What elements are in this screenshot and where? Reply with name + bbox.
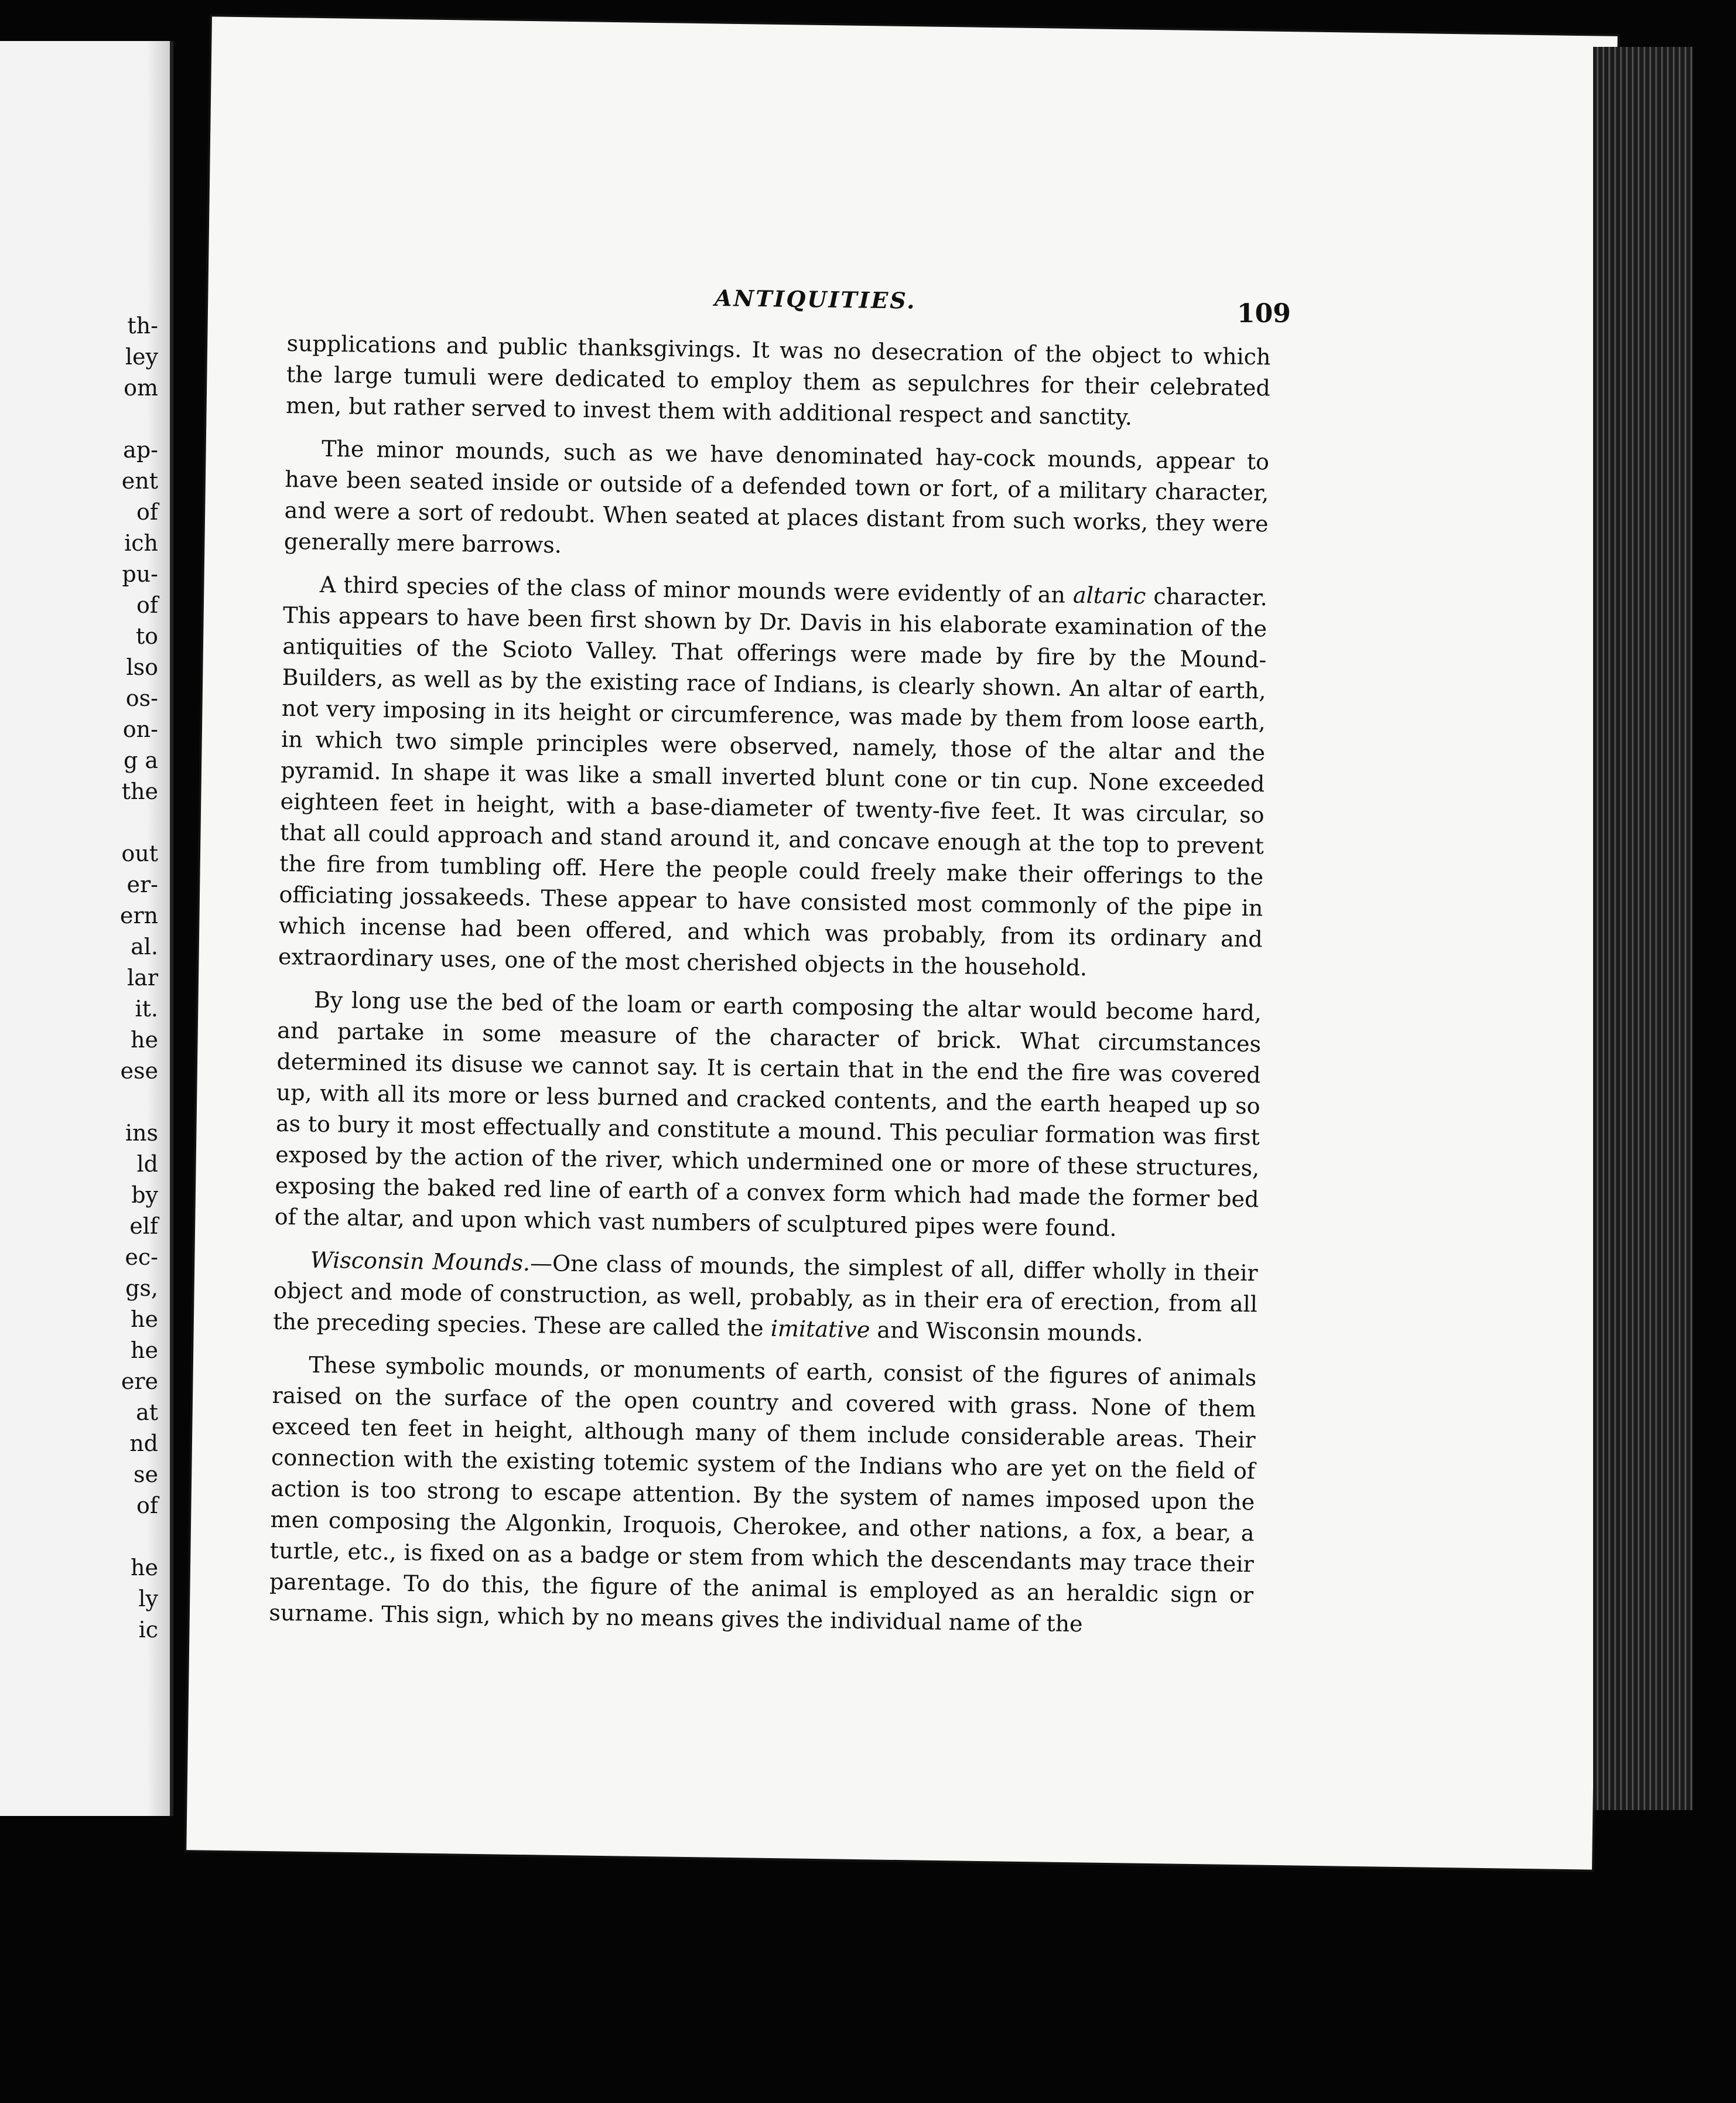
book-page-edges xyxy=(1593,47,1693,1810)
left-page-fragment: ese xyxy=(120,1058,158,1084)
left-page-fragment: er- xyxy=(127,872,158,897)
left-page-fragment: on- xyxy=(122,716,158,742)
left-page-fragment: it. xyxy=(135,996,158,1022)
paragraph-6: These symbolic mounds, or monuments of earth, consist of the figures of animals raised on the surface of the open country and covered with grass. None of them exceed ten feet in height, although many of them include considerable areas. Their connection with the existing totemic system of the Indians who are yet on the field of action is too strong to escape attention. By the system of names imposed upon the men composing the Algonkin, Iroquois, Cherokee, and other nations, a fox, a bear, a turtle, etc., is fixed on as a badge or stem from which the descendants may trace their parentage. To do this, the figure of the animal is employed as an heraldic sign or surname. This sign, which by no means gives the individual name of the xyxy=(269,1351,1257,1637)
left-page-fragment: at xyxy=(136,1399,158,1425)
left-page-fragment: pu- xyxy=(122,561,158,587)
section-heading-wisconsin-mounds: Wisconsin Mounds. xyxy=(310,1247,531,1276)
left-page-fragment: th- xyxy=(127,313,158,339)
left-page-fragment xyxy=(0,1521,158,1552)
left-page-fragment: os- xyxy=(125,685,158,711)
left-page-fragment xyxy=(0,1087,158,1118)
left-page-fragment: lar xyxy=(127,965,158,991)
left-page-fragment: the xyxy=(121,779,158,804)
left-page-fragment: to xyxy=(135,623,158,649)
body-text xyxy=(269,328,1271,1654)
left-page-fragment: out xyxy=(121,841,158,866)
paragraph-5-text-b: and Wisconsin mounds. xyxy=(870,1317,1143,1347)
left-page-fragment: of xyxy=(136,499,158,525)
left-page-fragment: he xyxy=(131,1555,158,1580)
paragraph-3-italic-term: altaric xyxy=(1072,582,1146,609)
left-page-fragment: ent xyxy=(121,468,158,494)
paragraph-4: By long use the bed of the loam or earth composing the altar would become hard, and partake in some measure of the character of brick. What circumstances determined its disuse we cannot say. It is certain that in the end the fire was covered up, with all its more or less burned and cracked contents, and the earth heaped up so as to bury it most effectually and constitute a mound. This peculiar formation was first exposed by the action of the river, which undermined one or more of these structures, exposing the baked red line of earth of a convex form which had made the former bed of the altar, and upon which vast numbers of sculptured pipes were found. xyxy=(274,986,1262,1241)
left-page-fragment: se xyxy=(134,1462,158,1487)
left-page-fragment: gs, xyxy=(125,1275,158,1301)
paragraph-1: supplications and public thanksgivings. It was no desecration of the object to which the large tumuli were dedicated to employ them as sepulchres for their celebrated men, but rather served to invest them with additional respect and sanctity. xyxy=(285,330,1271,431)
left-page-fragment: lso xyxy=(126,654,158,680)
left-page-text-fragments xyxy=(0,310,158,1645)
left-page-fragment: ins xyxy=(125,1120,158,1146)
left-page-fragment: nd xyxy=(129,1431,158,1456)
left-page-fragment: ap- xyxy=(123,437,158,463)
left-page-fragment: g a xyxy=(123,747,158,773)
left-page-fragment: by xyxy=(131,1182,158,1208)
left-page-fragment: elf xyxy=(129,1213,158,1239)
left-page-fragment: of xyxy=(136,1493,158,1518)
left-page-fragment: ley xyxy=(125,344,158,370)
left-page-fragment: he xyxy=(131,1306,158,1332)
page-number: 109 xyxy=(1237,299,1291,329)
left-page-fragment xyxy=(0,807,158,838)
left-page-fragment: ly xyxy=(138,1586,158,1612)
paragraph-5-text-a: —One class of mounds, the simplest of all, differ wholly in their object and mode of construction, as well, probably, as in their era of erection, from all the preceding species. These are called the xyxy=(273,1249,1258,1341)
paragraph-5 xyxy=(273,1244,1258,1351)
left-page-fragment: ich xyxy=(124,530,158,556)
paragraph-5-italic-term: imitative xyxy=(770,1315,870,1343)
running-head: ANTIQUITIES. xyxy=(714,284,917,314)
paragraph-3-text-a: A third species of the class of minor mounds were evidently of an xyxy=(319,571,1074,608)
paragraph-3 xyxy=(278,569,1267,986)
left-page-fragment: al. xyxy=(131,934,158,960)
left-page-fragment: he xyxy=(131,1337,158,1363)
left-page-fragment: ern xyxy=(119,903,158,928)
left-page-fragment: ld xyxy=(136,1151,158,1177)
left-page-fragment: ere xyxy=(121,1368,158,1394)
left-page-fragment xyxy=(0,404,158,435)
left-facing-page xyxy=(0,41,173,1816)
left-page-fragment: ec- xyxy=(125,1244,158,1270)
left-page-fragment: ic xyxy=(138,1617,158,1643)
paragraph-2: The minor mounds, such as we have denominated hay-cock mounds, appear to have been seated inside or outside of a defended town or fort, of a military character, and were a sort of redoubt. When seated at places distant from such works, they were generally mere barrows. xyxy=(283,435,1270,558)
left-page-fragment: he xyxy=(131,1027,158,1053)
left-page-fragment: om xyxy=(124,375,158,401)
left-page-fragment: of xyxy=(136,592,158,618)
paragraph-3-text-b: character. This appears to have been first shown by Dr. Davis in his elaborate examination of the antiquities of the Scioto Valley. That offerings were made by fire by the Mound-Builders, as well as by the existing race of Indians, is clearly shown. An altar of earth, not very imposing in its height or circumference, was made by them from loose earth, in which two simple principles were observed, namely, those of the altar and the pyramid. In shape it was like a small inverted blunt cone or tin cup. None exceeded eighteen feet in height, with a base-diameter of twenty-five feet. It was circular, so that all could approach and stand around it, and concave enough at the top to prevent the fire from tumbling off. Here the people could freely make their offerings to the officiating jossakeeds. These appear to have consisted most commonly of the pipe in which incense had been offered, and which was probably, from its ordinary and extraordinary uses, one of the most cherished objects in the household. xyxy=(278,583,1268,981)
